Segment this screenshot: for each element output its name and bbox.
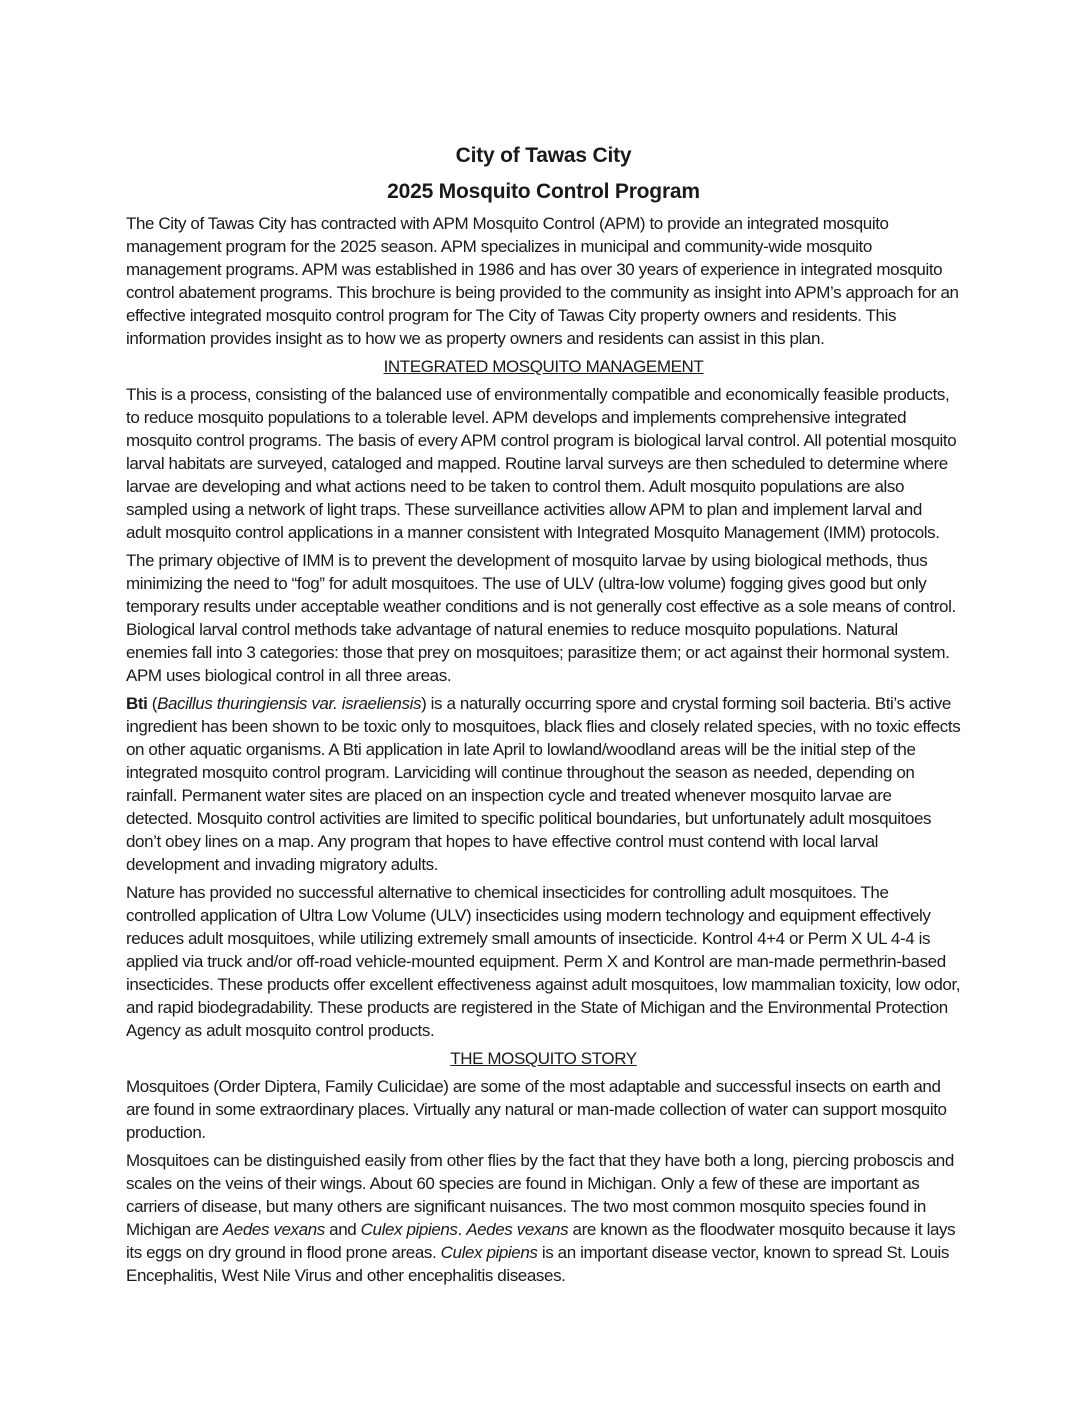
- text-run: ) is a naturally occurring spore and crystal forming soil bacteria. Bti’s active ingredient has been shown to be toxic only to mosquitoes, black flies and closely related species, with no toxic effects on other aquatic organisms. A Bti application in late April to lowland/woodland areas will be the initial step of the integrated mosquito control program. Larviciding will continue throughout the season as needed, depending on rainfall. Permanent water sites are placed on an inspection cycle and treated whenever mosquito larvae are detected. Mosquito control activities are limited to specific political boundaries, but unfortunately adult mosquitoes don’t obey lines on a map. Any program that hopes to have effective control must contend with local larval development and invading migratory adults.: [126, 694, 961, 874]
- document-title: City of Tawas City: [455, 144, 632, 167]
- text-run: Mosquitoes (Order Diptera, Family Culicidae) are some of the most adaptable and successful insects on earth and are found in some extraordinary places. Virtually any natural or man-made collection of water can support mosquito production.: [126, 1077, 947, 1142]
- text-run: The primary objective of IMM is to prevent the development of mosquito larvae by using biological methods, thus minimizing the need to “fog” for adult mosquitoes. The use of ULV (ultra-low volume) fogging gives good but only temporary results under acceptable weather conditions and is not generally cost effective as a sole means of control. Biological larval control methods take advantage of natural enemies to reduce mosquito populations. Natural enemies fall into 3 categories: those that prey on mosquitoes; parasitize them; or act against their hormonal system. APM uses biological control in all three areas.: [126, 551, 956, 685]
- text-run: The City of Tawas City has contracted with APM Mosquito Control (APM) to provide an integrated mosquito management program for the 2025 season. APM specializes in municipal and community-wide mosquito management programs. APM was established in 1986 and has over 30 years of experience in integrated mosquito control abatement programs. This brochure is being provided to the community as insight into APM’s approach for an effective integrated mosquito control program for The City of Tawas City property owners and residents. This information provides insight as to how we as property owners and residents can assist in this plan.: [126, 214, 959, 348]
- text-run: Culex pipiens: [360, 1220, 458, 1239]
- section-heading: THE MOSQUITO STORY: [450, 1049, 637, 1068]
- paragraph: [126, 549, 961, 687]
- text-run: (: [147, 694, 158, 713]
- paragraph: [126, 1149, 961, 1287]
- text-run: Mosquitoes can be distinguished easily from other flies by the fact that they have both a long, piercing proboscis and scales on the veins of their wings. About 60 species are found in Michigan. Only a few of these are important as carriers of disease, but many others are significant nuisances. The two most common mosquito species found in Michigan are: [126, 1151, 954, 1239]
- text-run: Nature has provided no successful alternative to chemical insecticides for controlling adult mosquitoes. The controlled application of Ultra Low Volume (ULV) insecticides using modern technology and equipment effectively reduces adult mosquitoes, while utilizing extremely small amounts of insecticide. Kontrol 4+4 or Perm X UL 4-4 is applied via truck and/or off-road vehicle-mounted equipment. Perm X and Kontrol are man-made permethrin-based insecticides. These products offer excellent effectiveness against adult mosquitoes, low mammalian toxicity, low odor, and rapid biodegradability. These products are registered in the State of Michigan and the Environmental Protection Agency as adult mosquito control products.: [126, 883, 961, 1040]
- paragraph: [126, 383, 961, 544]
- document-subtitle: 2025 Mosquito Control Program: [387, 180, 700, 203]
- paragraph: [126, 881, 961, 1042]
- document-body: [126, 212, 961, 1287]
- text-run: and: [324, 1220, 361, 1239]
- paragraph: [126, 1075, 961, 1144]
- text-run: Culex pipiens: [440, 1243, 538, 1262]
- section-heading: INTEGRATED MOSQUITO MANAGEMENT: [383, 357, 704, 376]
- text-run: Aedes vexans: [222, 1220, 325, 1239]
- text-run: This is a process, consisting of the balanced use of environmentally compatible and economically feasible products, to reduce mosquito populations to a tolerable level. APM develops and implements comprehensive integrated mosquito control programs. The basis of every APM control program is biological larval control. All potential mosquito larval habitats are surveyed, cataloged and mapped. Routine larval surveys are then scheduled to determine where larvae are developing and what actions need to be taken to control them. Adult mosquito populations are also sampled using a network of light traps. These surveillance activities allow APM to plan and implement larval and adult mosquito control applications in a manner consistent with Integrated Mosquito Management (IMM) protocols.: [126, 385, 957, 542]
- text-run: Bacillus thuringiensis var. israeliensis: [157, 694, 422, 713]
- paragraph: [126, 692, 961, 876]
- text-run: is an important disease vector, known to spread St. Louis Encephalitis, West Nile Virus and other encephalitis diseases.: [126, 1243, 949, 1285]
- text-run: Bti: [126, 694, 148, 713]
- text-run: are known as the floodwater mosquito because it lays its eggs on dry ground in flood prone areas.: [126, 1220, 956, 1262]
- paragraph: [126, 212, 961, 350]
- text-run: .: [457, 1220, 467, 1239]
- text-run: Aedes vexans: [466, 1220, 569, 1239]
